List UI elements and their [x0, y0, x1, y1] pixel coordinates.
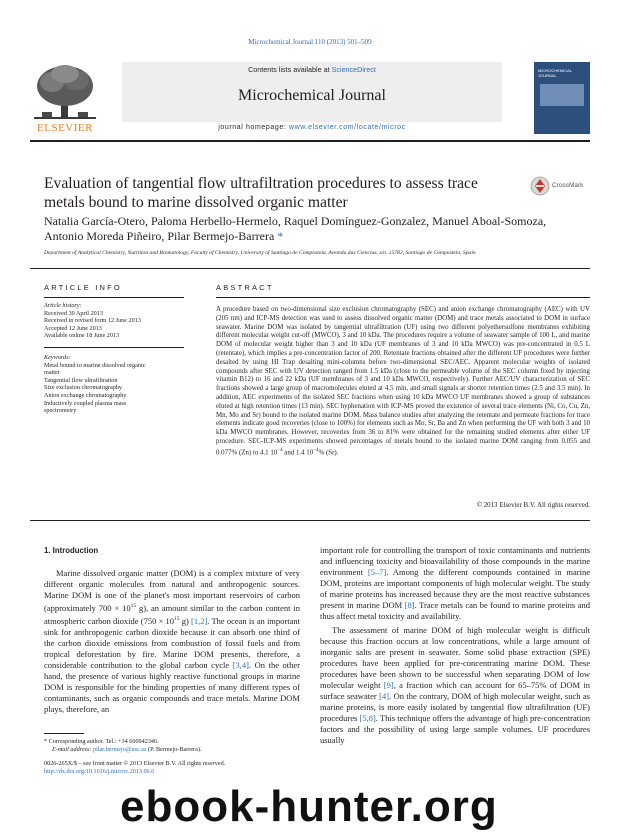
article-info-rule [44, 297, 184, 298]
footnote-mark: * [44, 738, 49, 745]
homepage-prefix: journal homepage: [218, 124, 289, 131]
cover-image [540, 84, 584, 106]
reference-link[interactable]: [3,4] [232, 659, 249, 670]
intro-column-1 [44, 545, 300, 715]
reference-link[interactable]: [9] [383, 680, 394, 690]
keywords-rule [44, 347, 184, 348]
intro-paragraph-2 [320, 625, 590, 746]
history-item: Received in revised form 12 June 2013 [44, 317, 141, 325]
reference-link[interactable]: [8] [404, 600, 415, 610]
article-title: Evaluation of tangential flow ultrafiltration procedures to assess trace metals bound to marine dissolved organic matter [44, 175, 478, 211]
author-list [44, 214, 574, 244]
crossmark-badge[interactable] [530, 176, 590, 198]
article-history [44, 302, 184, 340]
authors-line-2-wrap [44, 229, 574, 244]
copyright-line: © 2013 Elsevier B.V. All rights reserved. [476, 502, 590, 509]
abstract-main: A procedure based on two-dimensional size exclusion chromatography (SEC) and anion exchange chromatography (AEC) with UV (205 nm) and ICP-MS detection was used to assess dissolved organic matter (DOM) and trace metals associated to DOM in surface seawater. Marine DOM was isolated by tangential ultrafiltration (UF) using two different polyethersulfone membranes exhibiting different molecular weight cut-off (MWCO), 3 and 10 kDa. The procedures require a volume of seawater sample of 100 L, and marine DOM of molecular weight higher than 3 and 10 kDa (UF membranes of 3 and 10 kDa MWCO) was pre-concentrated in 0.5 L (retentate), which implies a pre-concentration factor of 200. Retentate fractions obtained after the different UF procedures were further desalted by using HI Trap desalting mini-columns before two-dimensional SEC/AEC. Apparent molecular weights of isolated compounds after SEC with UV detection ranged from 1.5 kDa (close to the permeable volume of the SEC column fixed by injecting vitamin B12) to 16 and 22 kDa (UF membranes of 3 and 10 kDa MWCO, respectively). Further AEC/UV characterization of SEC fractions showed a large group of macromolecules eluted at 4.5 min, and small signals at shorter retention times (2.5 and 3.5 min). In addition, AEC experiments of the isolated SEC fractions when using 10 kDa MWCO UF membranes showed a group of substances eluted at high retention times (13 min). SEC hyphenation with ICP-MS proved the existence of several trace elements (Ni, Co, Cu, Zn, Mn, Mo and Sr) bound to the isolated marine DOM. Mass balance studies after analyzing the retentate and permeate fractions for trace elements indicate good recoveries (close to 100%) for elements such as Mo, Sr, Ba and Zn when performing the UF with both 3 and 10 kDa MWCO membranes. However, recoveries from 36 to 81% were obtained for the remaining studied elements after either UF procedure. SEC-ICP-MS experiments showed percentages of metals bound to the isolated marine DOM ranging from 0.055 and 0.077% (Zn) to [216, 306, 590, 457]
contents-line [122, 65, 502, 74]
email-tail: (P. Bermejo-Barrera). [146, 746, 202, 753]
watermark-text: ebook-hunter.org [120, 782, 498, 831]
intro-heading: 1. Introduction [44, 546, 99, 555]
elsevier-logo[interactable] [30, 62, 100, 134]
history-item: Available online 18 June 2013 [44, 332, 120, 340]
doi-link[interactable]: http://dx.doi.org/10.1016/j.microc.2013.06.0 [44, 768, 155, 775]
issn-line: 0026-265X/$ – see front matter © 2013 Elsevier B.V. All rights reserved. [44, 760, 226, 767]
intro-text: g) [179, 615, 191, 626]
keyword-item: Size exclusion chromatography [44, 384, 123, 392]
intro-text: The assessment of marine DOM of high molecular weight is difficult because this fraction occurs at low concentrations, while a large amount of inorganic salts are present in seawater. Some solid phase extraction (SPE) procedures have been applied for pre-concentrating marine DOM. These procedures have been shown to be successful when separating DOM of low molecular weight [320, 625, 590, 690]
corresponding-text: Corresponding author. Tel.: +34 600942346. [48, 738, 159, 745]
keyword-item: spectrometry [44, 407, 77, 415]
intro-text: . On the other hand, the presence of various highly reactive functional groups in marine DOM is responsible for the binding properties of many different types of contaminants, such as organic compounds and trace metals. Marine DOM plays, therefore, an [44, 659, 300, 714]
keyword-item: Anion exchange chromatography [44, 391, 127, 399]
footnote [44, 738, 300, 754]
reference-link[interactable]: [1,2] [190, 615, 208, 626]
reference-link[interactable]: [5–7] [367, 567, 387, 577]
footnote-rule [44, 733, 84, 734]
reference-link[interactable]: [4] [379, 691, 390, 701]
superscript: 15 [130, 603, 137, 609]
history-item: Accepted 12 June 2013 [44, 324, 102, 332]
superscript: 15 [174, 615, 180, 622]
journal-citation[interactable]: Microchemical Journal 110 (2013) 501–509 [248, 38, 372, 46]
journal-banner [30, 62, 590, 134]
issn-block [44, 760, 300, 776]
authors-line-1: Natalia García-Otero, Paloma Herbello-Hermelo, Raquel Domínguez-Gonzalez, Manuel Aboal-Somoza, [44, 214, 547, 228]
abstract-text [216, 306, 590, 458]
keyword-item: matter [44, 369, 60, 377]
intro-paragraph-1-cont [320, 545, 590, 622]
abstract-rule [216, 297, 590, 298]
sciencedirect-link[interactable]: ScienceDirect [331, 65, 376, 74]
intro-text: Marine dissolved organic matter (DOM) is a complex mixture of very different organic molecules from natural and anthropogenic sources. Marine DOM is one of the planet's most important reservoirs of carbon (approximately 700 × 10 [44, 568, 300, 613]
keywords-label: Keywords: [44, 354, 71, 361]
header-rule [30, 140, 590, 142]
intro-text: important role for controlling the transport of toxic contaminants and nutrients and influencing toxicity and bioavailability of those compounds in the marine environment [320, 545, 590, 577]
keywords-list [44, 354, 184, 415]
affiliation: Department of Analytical Chemistry, Nutrition and Bromatology, Faculty of Chemistry, University of Santiago de Compostela, Avenida das Ciencias, s/n. 15782, Santiago de Compostela, Spain [44, 250, 476, 256]
reference-link[interactable]: [5,8] [359, 713, 376, 723]
keyword-item: Inductively coupled plasma mass [44, 399, 127, 407]
corresponding-author-note [44, 738, 300, 746]
authors-line-2: Antonio Moreda Piñeiro, Pilar Bermejo-Barrera [44, 229, 275, 243]
keyword-item: Metal bound to marine dissolved organic [44, 361, 146, 369]
abstract-mid: and 1.4 10 [282, 449, 314, 457]
abstract-tail: % (Sr). [318, 449, 339, 457]
crossmark-icon [530, 176, 550, 196]
intro-text: , a fraction which can account for 65–75% of DOM in surface seawater [320, 680, 590, 701]
journal-cover-thumbnail[interactable] [534, 62, 590, 134]
corresponding-author-mark[interactable]: * [274, 229, 284, 243]
abstract-exponent-1: −4 [277, 447, 283, 453]
abstract-value-1: 4.1 10 [260, 449, 278, 457]
affiliation-rule [30, 268, 590, 269]
journal-homepage [122, 124, 502, 131]
history-label: Article history: [44, 302, 82, 309]
intro-column-2 [320, 545, 590, 746]
keyword-item: Tangential flow ultrafiltration [44, 376, 118, 384]
intro-text: g), an amount similar to the carbon content in atmospheric carbon dioxide (750 × 10 [44, 602, 300, 626]
intro-text: . The ocean is an important sink for anthropogenic carbon dioxide because it can absorb one third of the carbon dioxide emissions from combustion of fossil fuels and from tropical deforestation by fire. Marine DOM presents, therefore, a considerable contribution to the global carbon cycle [44, 615, 300, 670]
elsevier-wordmark: ELSEVIER [37, 122, 93, 134]
intro-paragraph-1 [44, 568, 300, 715]
abstract-exponent-2: −4 [313, 447, 319, 453]
email-line [44, 746, 300, 754]
article-info-heading: ARTICLE INFO [44, 283, 122, 292]
crossmark-label: CrossMark [552, 182, 584, 189]
abstract-bottom-rule [30, 520, 590, 521]
email-link[interactable]: pilar.bermejo@usc.es [93, 746, 147, 753]
email-label: E-mail address: [52, 746, 94, 753]
homepage-link[interactable]: www.elsevier.com/locate/microc [288, 124, 406, 131]
abstract-heading: ABSTRACT [216, 283, 274, 292]
history-item: Received 30 April 2013 [44, 309, 103, 317]
intro-text: . Trace metals can be found to marine proteins and thus affect metal toxicity and availability. [320, 600, 591, 621]
journal-title: Microchemical Journal [238, 87, 386, 104]
intro-text: . Among the different compounds contained in marine DOM, proteins are important components of high molecular weight. The study of marine proteins has increased because they are the most reactive substances present in marine DOM [320, 567, 590, 610]
intro-text: . This technique offers the advantage of high pre-concentration factors and the possibility of using large sample volumes. UF procedures usually [320, 713, 591, 745]
contents-prefix: Contents lists available at [248, 65, 332, 74]
cover-title: MICROCHEMICAL JOURNAL [538, 68, 572, 78]
intro-text: . On the contrary, DOM of high molecular weight, such as marine proteins, is more easily isolated by tangential flow ultrafiltration (UF) procedures [320, 691, 590, 723]
